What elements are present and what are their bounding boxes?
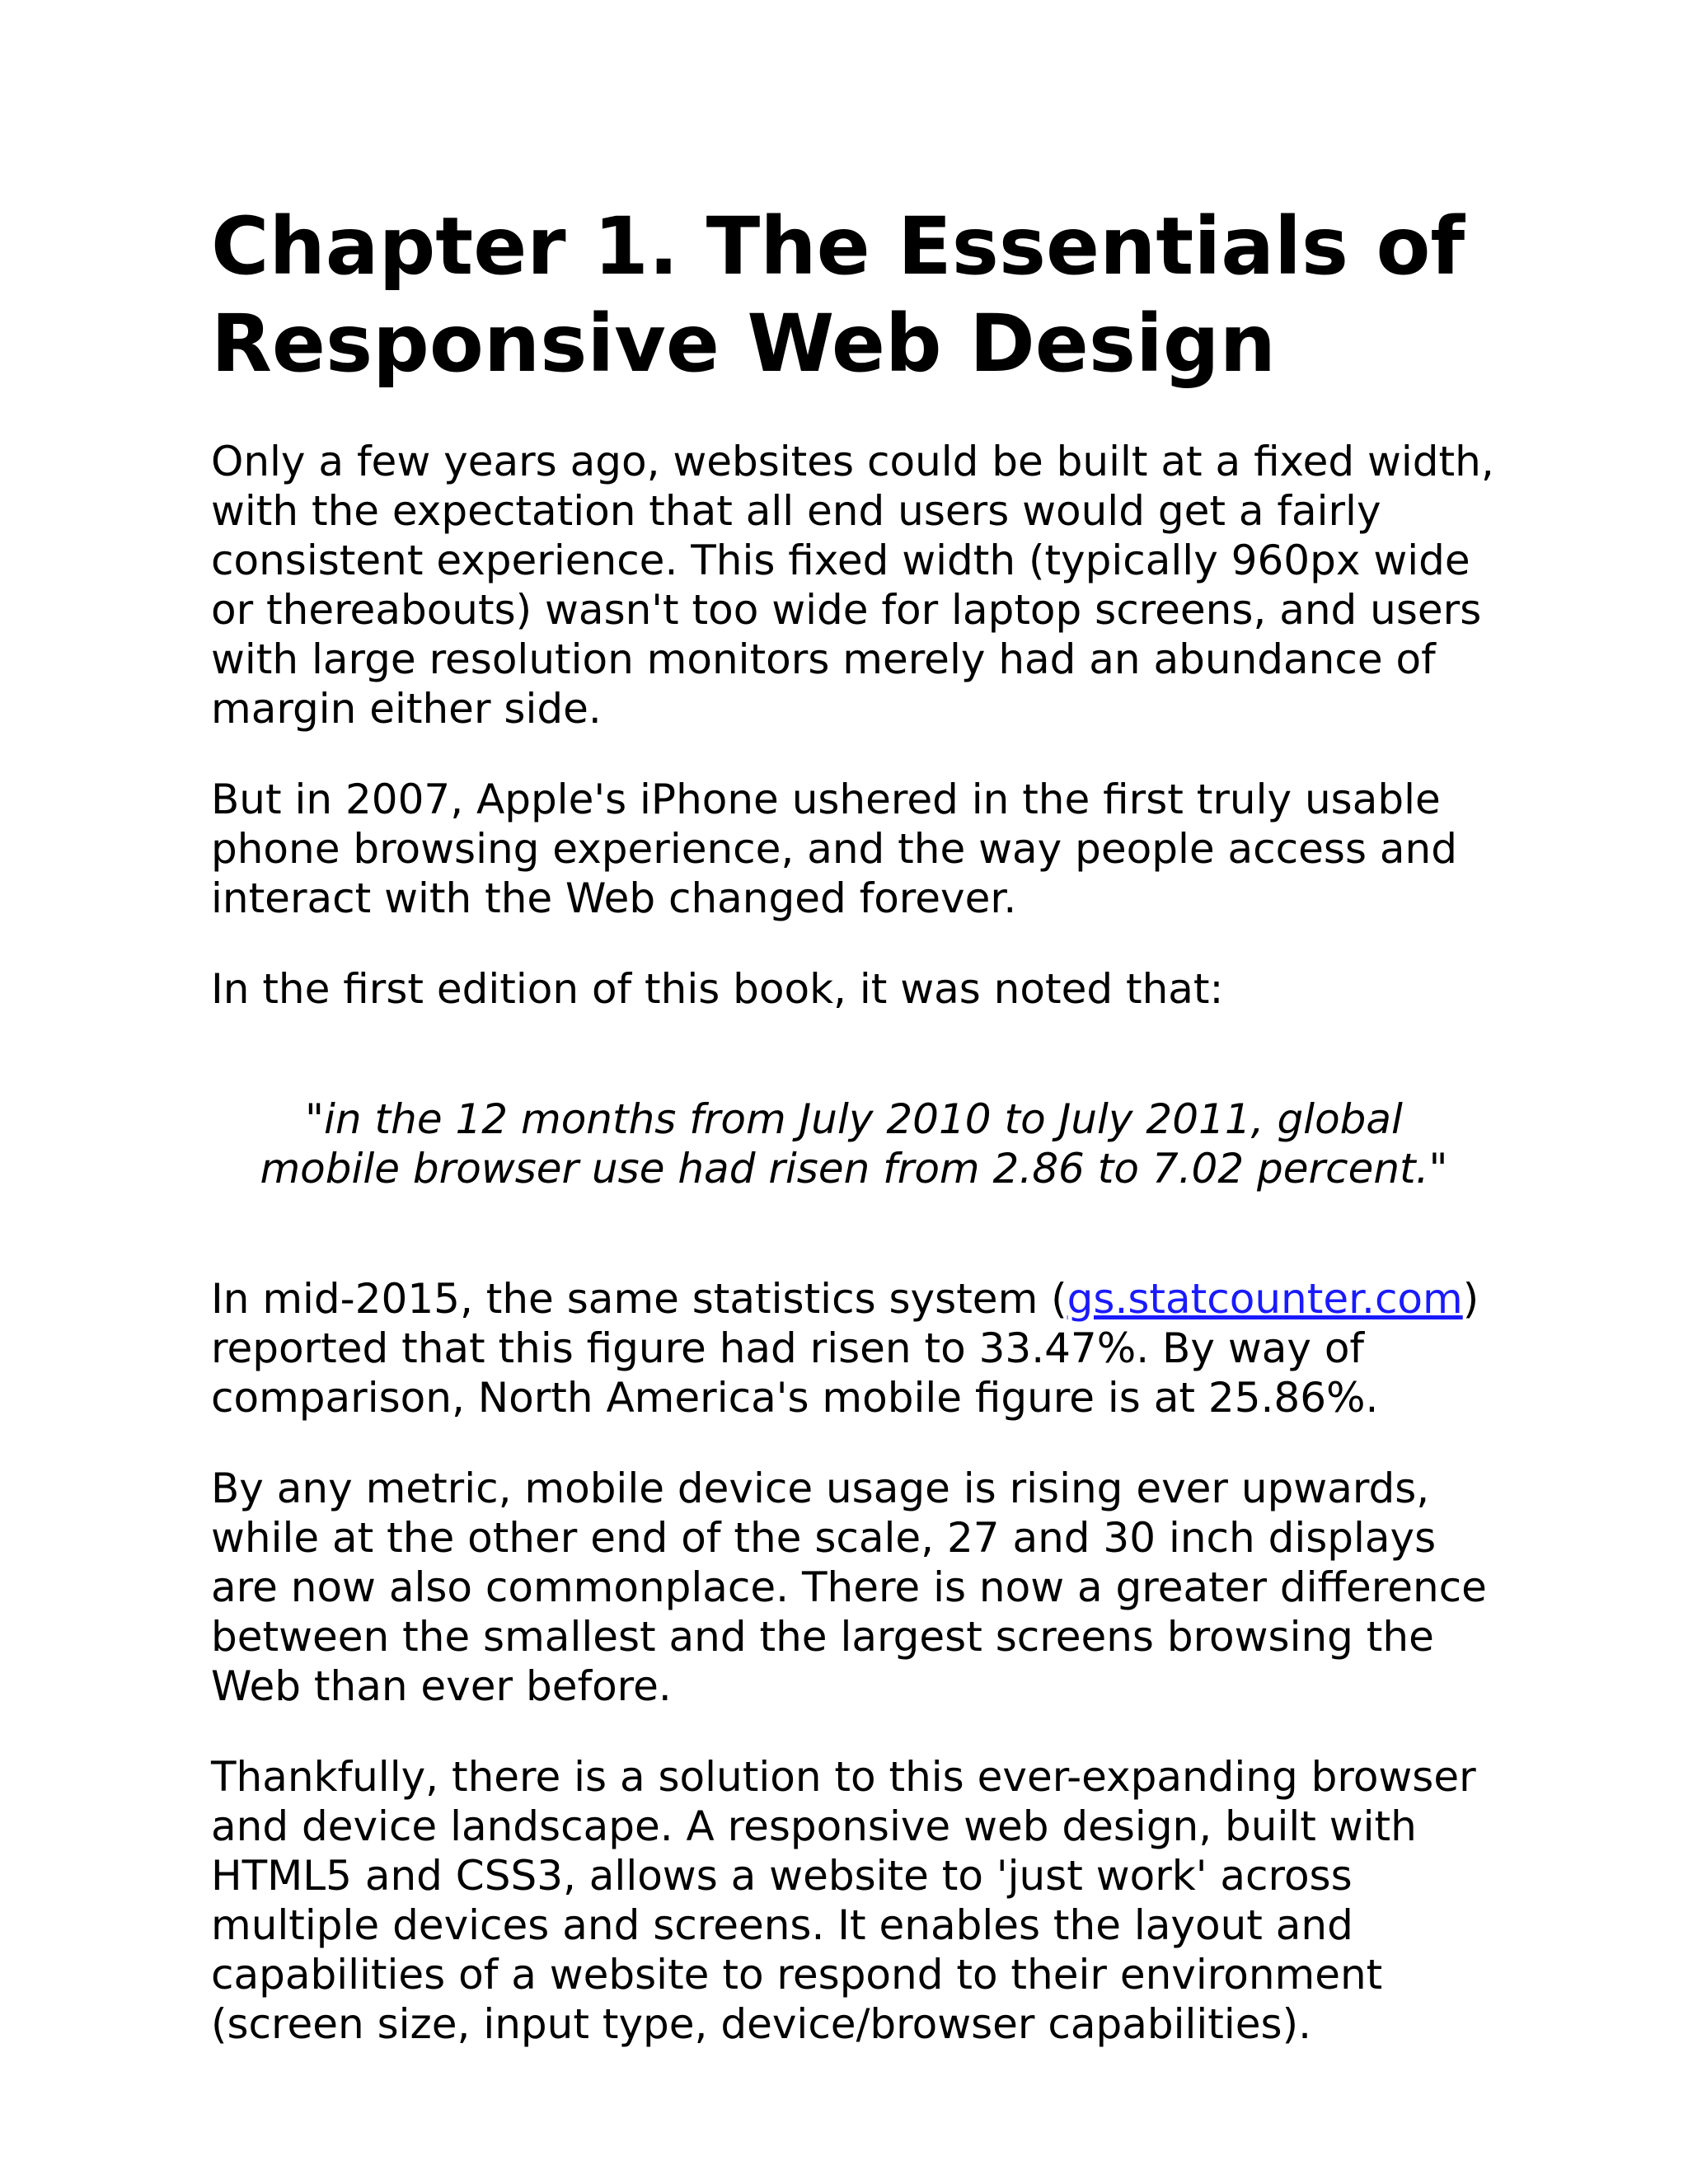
paragraph-responsive-solution: Thankfully, there is a solution to this ever-expanding browser and device landscape. A responsive web design, built with HTML5 and CSS3, allows a website to 'just work' across multiple devices and screens. It enables the layout and capabilities of a website to respond to their environment (screen size, input type, device/browser capabilities). (211, 1753, 1476, 2048)
statistics-text-before-link: In mid-2015, the same statistics system ( (211, 1275, 1067, 1323)
paragraph-statistics (211, 1274, 1497, 1422)
paragraph-first-edition: In the first edition of this book, it was noted that: (211, 965, 1224, 1013)
document-page (211, 198, 1497, 2049)
block-quote: "in the 12 months from July 2010 to July 2011, global mobile browser use had risen from 2.86 to 7.02 percent." (260, 1095, 1448, 1193)
paragraph-fixed-width: Only a few years ago, websites could be built at a fixed width, with the expectation that all end users would get a fairly consistent experience. This fixed width (typically 960px wide or thereabouts) wasn't too wide for laptop screens, and users with large resolution monitors merely had an abundance of margin either side. (211, 438, 1494, 733)
paragraph-iphone: But in 2007, Apple's iPhone ushered in the first truly usable phone browsing experience, and the way people access and interact with the Web changed forever. (211, 776, 1457, 922)
statistics-text-after-link: ) reported that this figure had risen to 33.47%. By way of comparison, North America's mobile figure is at 25.86%. (211, 1275, 1479, 1422)
chapter-title: Chapter 1. The Essentials of Responsive Web Design (211, 200, 1465, 390)
paragraph-device-usage: By any metric, mobile device usage is rising ever upwards, while at the other end of the scale, 27 and 30 inch displays are now also commonplace. There is now a greater difference between the smallest and the largest screens browsing the Web than ever before. (211, 1465, 1487, 1710)
statcounter-link[interactable]: gs.statcounter.com (1067, 1275, 1463, 1323)
